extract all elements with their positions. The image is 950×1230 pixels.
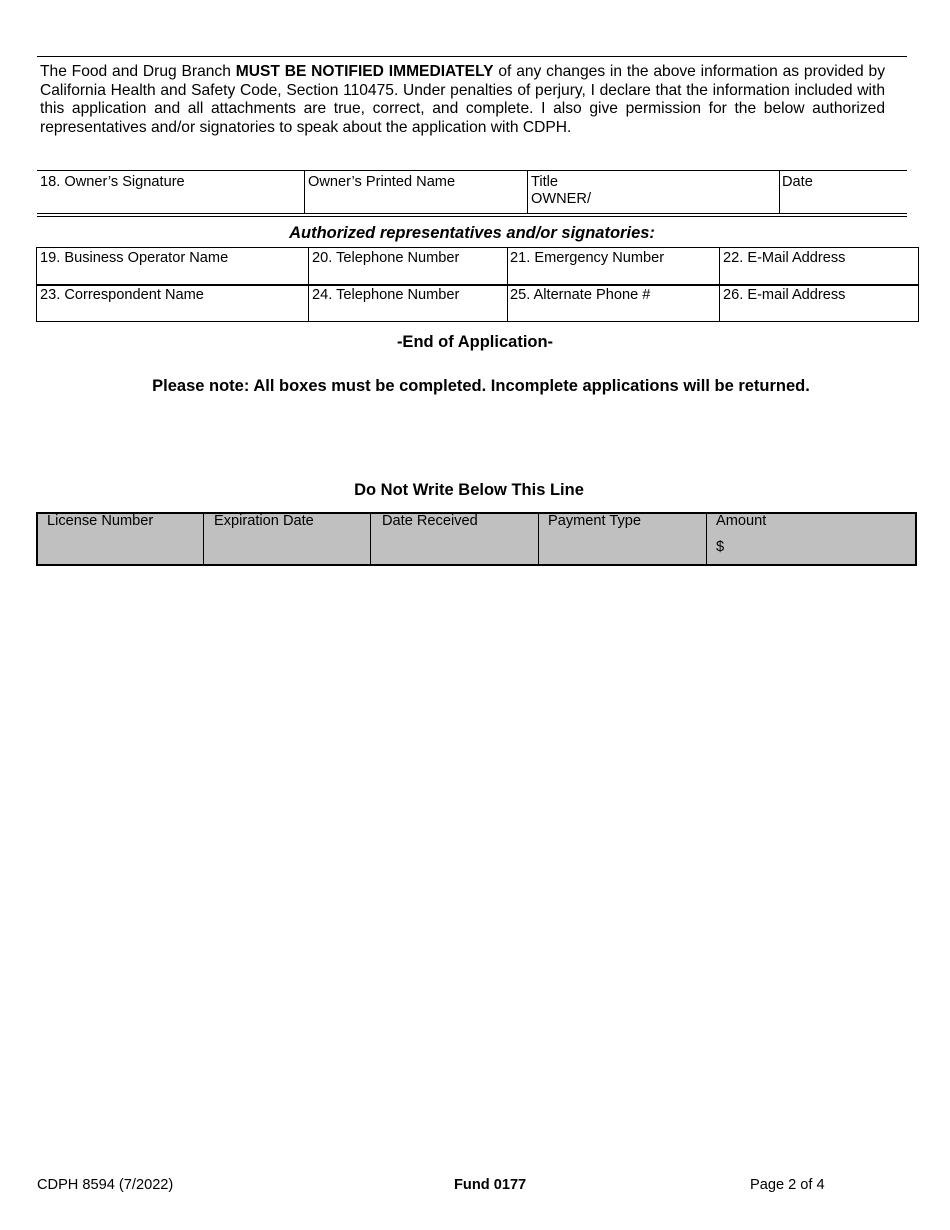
business-operator-name-field[interactable]: 19. Business Operator Name	[40, 250, 229, 266]
amount-field: Amount	[716, 513, 767, 529]
owner-signature-field[interactable]: 18. Owner’s Signature	[40, 174, 185, 190]
alternate-phone-field[interactable]: 25. Alternate Phone #	[510, 287, 651, 303]
auth-table-divider	[719, 247, 720, 322]
auth-table-border	[36, 284, 919, 286]
owner-row-bottom-border	[37, 213, 907, 214]
owner-printed-name-field[interactable]: Owner’s Printed Name	[308, 174, 456, 190]
office-table-border	[915, 512, 917, 566]
statement-bold-text: MUST BE NOTIFIED IMMEDIATELY	[235, 63, 494, 80]
fund-number: Fund 0177	[454, 1177, 527, 1193]
office-use-heading: Do Not Write Below This Line	[354, 481, 584, 499]
title-field-value[interactable]: OWNER/	[531, 191, 591, 207]
license-number-field: License Number	[47, 513, 154, 529]
end-of-application: -End of Application-	[396, 333, 554, 351]
completion-note: Please note: All boxes must be completed. Incomplete applications will be returned.	[152, 377, 810, 395]
auth-table-divider	[308, 247, 309, 322]
statement-text-1: The Food and Drug Branch	[40, 63, 236, 80]
amount-currency-symbol: $	[716, 539, 725, 555]
owner-row-double-border	[37, 216, 907, 217]
owner-row-divider	[527, 170, 528, 214]
correspondent-email-field[interactable]: 26. E-mail Address	[723, 287, 846, 303]
office-table-divider	[538, 512, 539, 566]
auth-table-border	[918, 247, 919, 322]
email-address-field[interactable]: 22. E-Mail Address	[723, 250, 846, 266]
office-table-divider	[706, 512, 707, 566]
owner-date-field[interactable]: Date	[782, 174, 813, 190]
expiration-date-field: Expiration Date	[214, 513, 314, 529]
owner-row-divider	[304, 170, 305, 214]
owner-row-divider	[779, 170, 780, 214]
top-rule	[37, 56, 907, 57]
auth-table-border	[36, 321, 919, 322]
date-received-field: Date Received	[382, 513, 478, 529]
page-number: Page 2 of 4	[750, 1177, 825, 1193]
statement-text-2: of any changes in the above information as provided by California Health and Safety Code, Section 110475. Under penalties of perjury, I declare that the information included with this application and all attachments are true, correct, and complete. I also give permission for the below authorized representatives and/or signatories to speak about the application with CDPH.	[40, 63, 885, 136]
auth-table-divider	[507, 247, 508, 322]
notification-statement	[40, 63, 885, 137]
correspondent-telephone-field[interactable]: 24. Telephone Number	[312, 287, 460, 303]
owner-row-top-border	[37, 170, 907, 171]
office-table-border	[36, 564, 917, 566]
telephone-number-field[interactable]: 20. Telephone Number	[312, 250, 460, 266]
office-table-border	[36, 512, 38, 566]
authorized-heading: Authorized representatives and/or signatories:	[289, 224, 655, 242]
title-field-label: Title	[531, 174, 559, 190]
payment-type-field: Payment Type	[548, 513, 642, 529]
auth-table-border	[36, 247, 37, 322]
auth-table-border	[36, 247, 919, 248]
form-identifier: CDPH 8594 (7/2022)	[37, 1177, 174, 1193]
correspondent-name-field[interactable]: 23. Correspondent Name	[40, 287, 204, 303]
office-table-divider	[370, 512, 371, 566]
office-table-divider	[203, 512, 204, 566]
emergency-number-field[interactable]: 21. Emergency Number	[510, 250, 665, 266]
